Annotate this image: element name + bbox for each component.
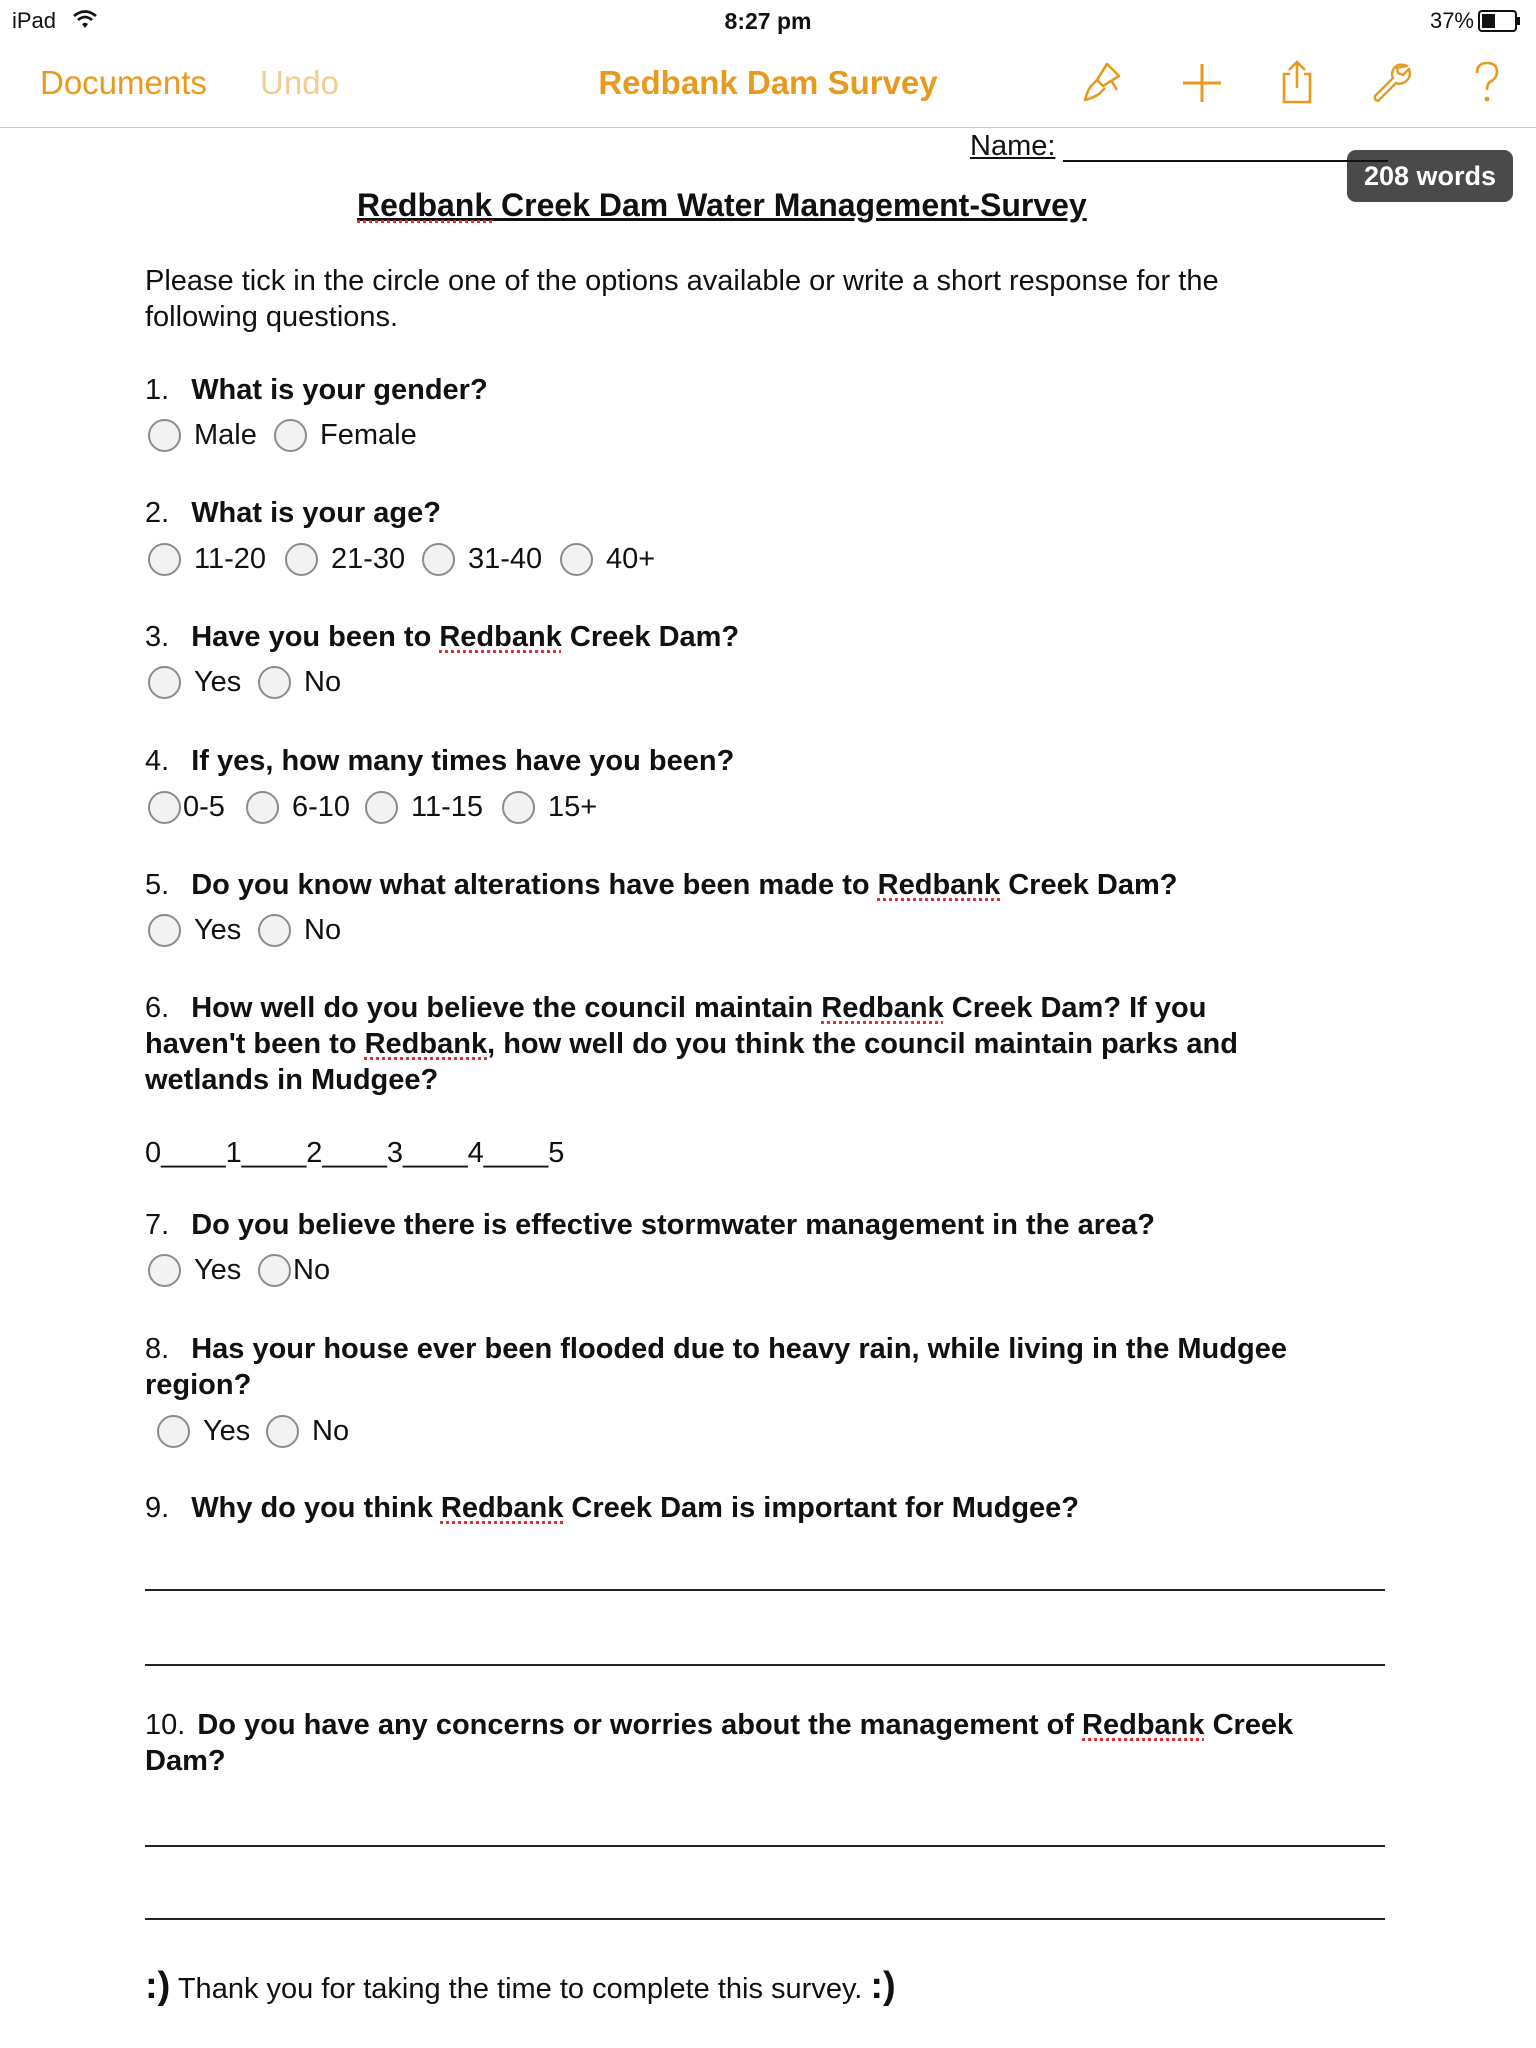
option-label: Female bbox=[320, 418, 417, 451]
question-number: 6. bbox=[145, 992, 170, 1024]
option-label: No bbox=[304, 665, 342, 698]
document-title: Redbank Dam Survey bbox=[598, 64, 938, 101]
question-number: 5. bbox=[145, 869, 170, 901]
question-text-end: Creek Dam? If you bbox=[943, 992, 1207, 1024]
spell-word: Redbank bbox=[821, 992, 944, 1024]
question-5 bbox=[145, 867, 1177, 903]
question-1 bbox=[145, 372, 488, 408]
option-label: 0-5 bbox=[183, 790, 225, 823]
option-label: 21-30 bbox=[331, 542, 406, 575]
question-number: 3. bbox=[145, 621, 170, 653]
app-toolbar bbox=[0, 42, 1536, 128]
radio-button[interactable] bbox=[246, 791, 279, 824]
radio-button[interactable] bbox=[148, 791, 181, 824]
spell-word: Redbank bbox=[364, 1028, 488, 1060]
radio-button[interactable] bbox=[258, 666, 291, 699]
question-8-line-2: region? bbox=[145, 1369, 252, 1401]
q9-answer-line-2[interactable] bbox=[145, 1664, 1385, 1666]
radio-button[interactable] bbox=[560, 543, 593, 576]
radio-button[interactable] bbox=[157, 1415, 190, 1448]
option-label: Yes bbox=[203, 1414, 251, 1447]
instructions-line-1: Please tick in the circle one of the options available or write a short response for the bbox=[145, 265, 1219, 297]
spell-word: Redbank bbox=[877, 869, 1001, 901]
name-label: Name: bbox=[970, 130, 1056, 162]
question-7 bbox=[145, 1207, 1155, 1243]
question-9 bbox=[145, 1490, 1079, 1526]
question-text-end: Creek bbox=[1204, 1709, 1294, 1741]
q10-answer-line-1[interactable] bbox=[145, 1845, 1385, 1847]
question-text: Do you know what alterations have been made to bbox=[191, 869, 878, 901]
option-label: Yes bbox=[194, 1253, 242, 1286]
question-number: 4. bbox=[145, 745, 170, 777]
smiley-left: :) bbox=[145, 1965, 171, 2007]
radio-button[interactable] bbox=[148, 543, 181, 576]
name-field-line[interactable] bbox=[1063, 160, 1388, 162]
q5-option-yes[interactable] bbox=[148, 912, 241, 948]
radio-button[interactable] bbox=[422, 543, 455, 576]
battery-icon bbox=[1478, 10, 1522, 37]
spell-word: Redbank bbox=[1082, 1709, 1205, 1741]
radio-button[interactable] bbox=[502, 791, 535, 824]
option-label: 11-15 bbox=[411, 790, 484, 823]
option-label: 15+ bbox=[548, 790, 598, 823]
option-label: Yes bbox=[194, 913, 242, 946]
closing-message bbox=[145, 1965, 896, 2007]
q3-option-yes[interactable] bbox=[148, 664, 241, 700]
paintbrush-icon[interactable] bbox=[1077, 58, 1127, 108]
q9-answer-line-1[interactable] bbox=[145, 1589, 1385, 1591]
radio-button[interactable] bbox=[285, 543, 318, 576]
question-text: How well do you believe the council maintain bbox=[191, 992, 822, 1024]
question-number: 10. bbox=[145, 1709, 186, 1741]
rating-scale[interactable]: 0____1____2____3____4____5 bbox=[145, 1137, 565, 1169]
question-10-line-2: Dam? bbox=[145, 1745, 226, 1777]
question-6-line-3: wetlands in Mudgee? bbox=[145, 1064, 439, 1096]
radio-button[interactable] bbox=[258, 1254, 291, 1287]
q1-option-male[interactable] bbox=[148, 417, 257, 453]
undo-button[interactable]: Undo bbox=[260, 64, 339, 101]
question-text: Have you been to bbox=[191, 621, 440, 653]
q10-answer-line-2[interactable] bbox=[145, 1918, 1385, 1920]
q2-option-31-40[interactable] bbox=[422, 541, 542, 577]
option-label: 40+ bbox=[606, 542, 656, 575]
device-name: iPad bbox=[12, 8, 57, 33]
question-4 bbox=[145, 743, 734, 779]
option-label: 11-20 bbox=[194, 542, 267, 575]
spell-word: Redbank bbox=[439, 621, 562, 653]
q4-option-15-plus[interactable] bbox=[502, 789, 597, 825]
smiley-right: :) bbox=[870, 1965, 896, 2007]
closing-text: Thank you for taking the time to complete this survey. bbox=[170, 1973, 871, 2005]
option-label: No bbox=[312, 1414, 350, 1447]
spell-word: Redbank bbox=[440, 1492, 564, 1524]
status-bar bbox=[0, 0, 1536, 42]
plus-icon[interactable] bbox=[1177, 58, 1227, 108]
question-number: 9. bbox=[145, 1492, 170, 1524]
q7-option-no[interactable] bbox=[258, 1252, 330, 1288]
radio-button[interactable] bbox=[148, 666, 181, 699]
question-number: 2. bbox=[145, 497, 170, 529]
q5-option-no[interactable] bbox=[258, 912, 341, 948]
help-icon[interactable] bbox=[1462, 58, 1512, 108]
battery-percent: 37% bbox=[1429, 8, 1474, 33]
radio-button[interactable] bbox=[148, 914, 181, 947]
question-text: Why do you think bbox=[191, 1492, 441, 1524]
radio-button[interactable] bbox=[258, 914, 291, 947]
option-label: No bbox=[293, 1253, 331, 1286]
radio-button[interactable] bbox=[365, 791, 398, 824]
question-text: If yes, how many times have you been? bbox=[191, 745, 735, 777]
title-rest: Creek Dam Water Management-Survey bbox=[492, 187, 1087, 223]
q3-option-no[interactable] bbox=[258, 664, 341, 700]
q4-option-6-10[interactable] bbox=[246, 789, 350, 825]
documents-button[interactable]: Documents bbox=[40, 64, 207, 101]
option-label: 6-10 bbox=[292, 790, 351, 823]
option-label: Male bbox=[194, 418, 257, 451]
q8-option-yes[interactable] bbox=[157, 1413, 250, 1449]
radio-button[interactable] bbox=[266, 1415, 299, 1448]
q2-option-21-30[interactable] bbox=[285, 541, 405, 577]
q7-option-yes[interactable] bbox=[148, 1252, 241, 1288]
clock: 8:27 pm bbox=[724, 8, 812, 34]
question-number: 7. bbox=[145, 1209, 170, 1241]
wrench-icon[interactable] bbox=[1367, 58, 1417, 108]
question-text: Do you believe there is effective stormwater management in the area? bbox=[191, 1209, 1155, 1241]
question-10-line-1 bbox=[145, 1707, 1293, 1743]
question-text: What is your age? bbox=[191, 497, 441, 529]
q8-option-no[interactable] bbox=[266, 1413, 349, 1449]
question-3 bbox=[145, 619, 739, 655]
question-text: Has your house ever been flooded due to heavy rain, while living in the Mudgee bbox=[191, 1333, 1287, 1365]
radio-button[interactable] bbox=[274, 419, 307, 452]
question-text: haven't been to bbox=[145, 1028, 365, 1060]
question-text: What is your gender? bbox=[191, 374, 488, 406]
option-label: 31-40 bbox=[468, 542, 543, 575]
title-spell-word: Redbank bbox=[357, 187, 493, 223]
question-8-line-1 bbox=[145, 1331, 1287, 1367]
option-label: Yes bbox=[194, 665, 242, 698]
question-2 bbox=[145, 495, 441, 531]
question-text-end: Creek Dam? bbox=[561, 621, 740, 653]
survey-title bbox=[357, 187, 1087, 223]
word-count-badge: 208 words bbox=[1347, 150, 1513, 202]
radio-button[interactable] bbox=[148, 419, 181, 452]
q2-option-40-plus[interactable] bbox=[560, 541, 655, 577]
q1-option-female[interactable] bbox=[274, 417, 417, 453]
question-6-line-2 bbox=[145, 1026, 1238, 1062]
q4-option-0-5[interactable] bbox=[148, 789, 225, 825]
question-text-end: Creek Dam is important for Mudgee? bbox=[563, 1492, 1080, 1524]
question-text: Do you have any concerns or worries about the management of bbox=[197, 1709, 1083, 1741]
question-text-end: Creek Dam? bbox=[1000, 869, 1178, 901]
q2-option-11-20[interactable] bbox=[148, 541, 266, 577]
radio-button[interactable] bbox=[148, 1254, 181, 1287]
question-number: 1. bbox=[145, 374, 170, 406]
share-icon[interactable] bbox=[1272, 58, 1322, 108]
q4-option-11-15[interactable] bbox=[365, 789, 483, 825]
question-6-line-1 bbox=[145, 990, 1206, 1026]
option-label: No bbox=[304, 913, 342, 946]
instructions-line-2: following questions. bbox=[145, 301, 399, 333]
question-text-end: , how well do you think the council maintain parks and bbox=[487, 1028, 1238, 1060]
question-number: 8. bbox=[145, 1333, 170, 1365]
